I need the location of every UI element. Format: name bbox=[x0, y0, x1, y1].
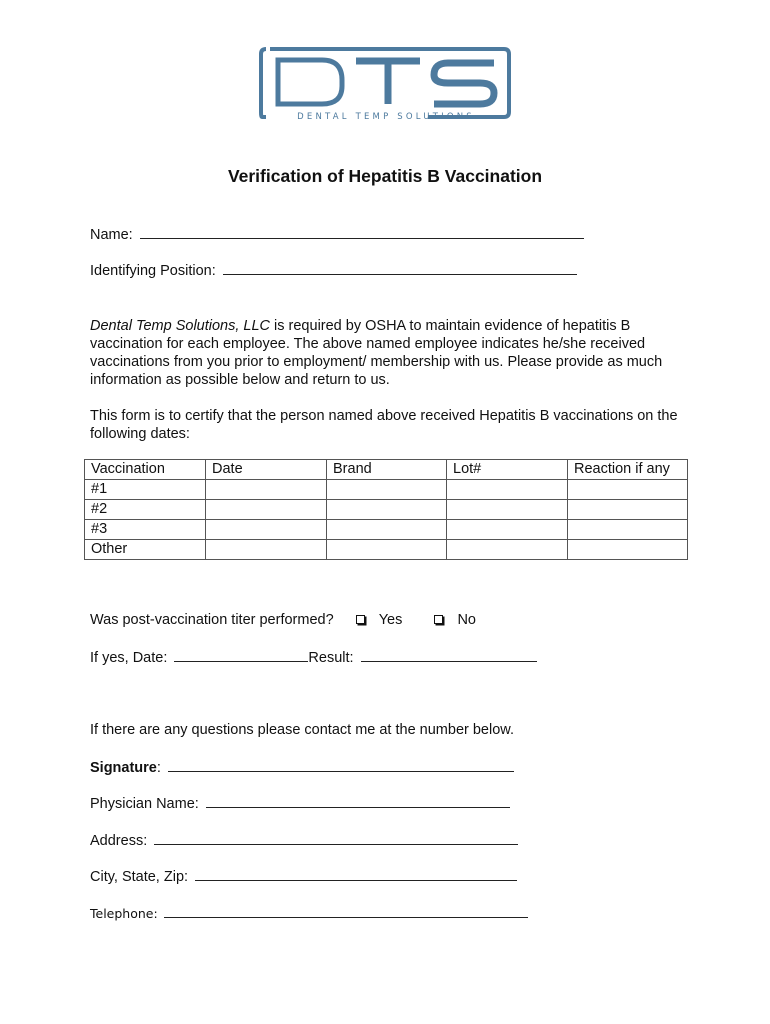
city-row bbox=[90, 868, 517, 885]
cell-date[interactable] bbox=[206, 520, 327, 540]
logo-tagline: DENTAL TEMP SOLUTIONS bbox=[297, 112, 475, 122]
header-lot: Lot# bbox=[447, 460, 568, 480]
cell-lot[interactable] bbox=[447, 540, 568, 560]
header-date: Date bbox=[206, 460, 327, 480]
table-row bbox=[85, 540, 688, 560]
table-row bbox=[85, 500, 688, 520]
contact-text: If there are any questions please contact me at the number below. bbox=[90, 722, 514, 738]
cell-brand[interactable] bbox=[327, 520, 447, 540]
cell-reaction[interactable] bbox=[568, 520, 688, 540]
header-reaction: Reaction if any bbox=[568, 460, 688, 480]
signature-row: Signature: bbox=[90, 759, 514, 776]
address-row bbox=[90, 832, 518, 849]
page-title: Verification of Hepatitis B Vaccination bbox=[227, 166, 543, 186]
titer-question: Was post-vaccination titer performed? bbox=[90, 612, 334, 628]
name-input-line[interactable] bbox=[140, 226, 584, 239]
signature-label: Signature bbox=[90, 760, 157, 776]
physician-label: Physician Name: bbox=[90, 796, 199, 812]
cell-date[interactable] bbox=[206, 500, 327, 520]
cell-lot[interactable] bbox=[447, 500, 568, 520]
intro-paragraph bbox=[90, 317, 700, 389]
city-label: City, State, Zip: bbox=[90, 869, 189, 885]
company-logo bbox=[258, 46, 512, 122]
certify-paragraph bbox=[90, 407, 700, 443]
intro-text-1: is required by OSHA to maintain evidence of hepatitis B bbox=[270, 318, 631, 334]
company-name: Dental Temp Solutions, LLC bbox=[90, 318, 271, 334]
titer-date-label: If yes, Date: bbox=[90, 650, 168, 666]
position-field-row bbox=[90, 262, 577, 279]
position-input-line[interactable] bbox=[223, 262, 577, 275]
titer-result-label: Result: bbox=[308, 650, 354, 666]
position-label: Identifying Position: bbox=[90, 263, 216, 279]
telephone-line[interactable] bbox=[164, 905, 528, 918]
dts-logo-graphic bbox=[258, 46, 512, 122]
no-label: No bbox=[457, 612, 476, 628]
telephone-row bbox=[90, 905, 528, 921]
physician-line[interactable] bbox=[206, 795, 510, 808]
row-label: Other bbox=[85, 540, 206, 560]
cell-lot[interactable] bbox=[447, 480, 568, 500]
titer-result-line[interactable] bbox=[361, 649, 537, 662]
yes-checkbox[interactable] bbox=[356, 615, 365, 624]
row-label: #1 bbox=[85, 480, 206, 500]
cell-brand[interactable] bbox=[327, 540, 447, 560]
cell-brand[interactable] bbox=[327, 500, 447, 520]
table-row bbox=[85, 480, 688, 500]
table-row bbox=[85, 520, 688, 540]
no-checkbox[interactable] bbox=[434, 615, 443, 624]
header-brand: Brand bbox=[327, 460, 447, 480]
physician-row bbox=[90, 795, 510, 812]
row-label: #3 bbox=[85, 520, 206, 540]
cell-reaction[interactable] bbox=[568, 500, 688, 520]
address-line[interactable] bbox=[154, 832, 518, 845]
name-label: Name: bbox=[90, 227, 133, 243]
yes-label: Yes bbox=[378, 612, 403, 628]
cell-reaction[interactable] bbox=[568, 480, 688, 500]
name-field-row bbox=[90, 226, 584, 243]
cell-date[interactable] bbox=[206, 540, 327, 560]
titer-date-line[interactable] bbox=[174, 649, 308, 662]
city-line[interactable] bbox=[195, 868, 517, 881]
cell-reaction[interactable] bbox=[568, 540, 688, 560]
header-vaccination: Vaccination bbox=[85, 460, 206, 480]
certify-text: This form is to certify that the person named above received Hepatitis B vaccinations on the following dates: bbox=[90, 408, 678, 442]
address-label: Address: bbox=[90, 833, 148, 849]
cell-brand[interactable] bbox=[327, 480, 447, 500]
titer-result-row bbox=[90, 649, 537, 666]
row-label: #2 bbox=[85, 500, 206, 520]
signature-line[interactable] bbox=[168, 759, 514, 772]
telephone-label: Telephone: bbox=[90, 906, 158, 921]
table-header-row bbox=[85, 460, 688, 480]
titer-question-row bbox=[90, 612, 476, 628]
intro-text-2: vaccination for each employee. The above named employee indicates he/she received vaccinations from you prior to employment/ membership with us. Please provide as much information as possible below and return to us. bbox=[90, 336, 663, 388]
vaccination-table bbox=[84, 459, 688, 560]
cell-date[interactable] bbox=[206, 480, 327, 500]
cell-lot[interactable] bbox=[447, 520, 568, 540]
